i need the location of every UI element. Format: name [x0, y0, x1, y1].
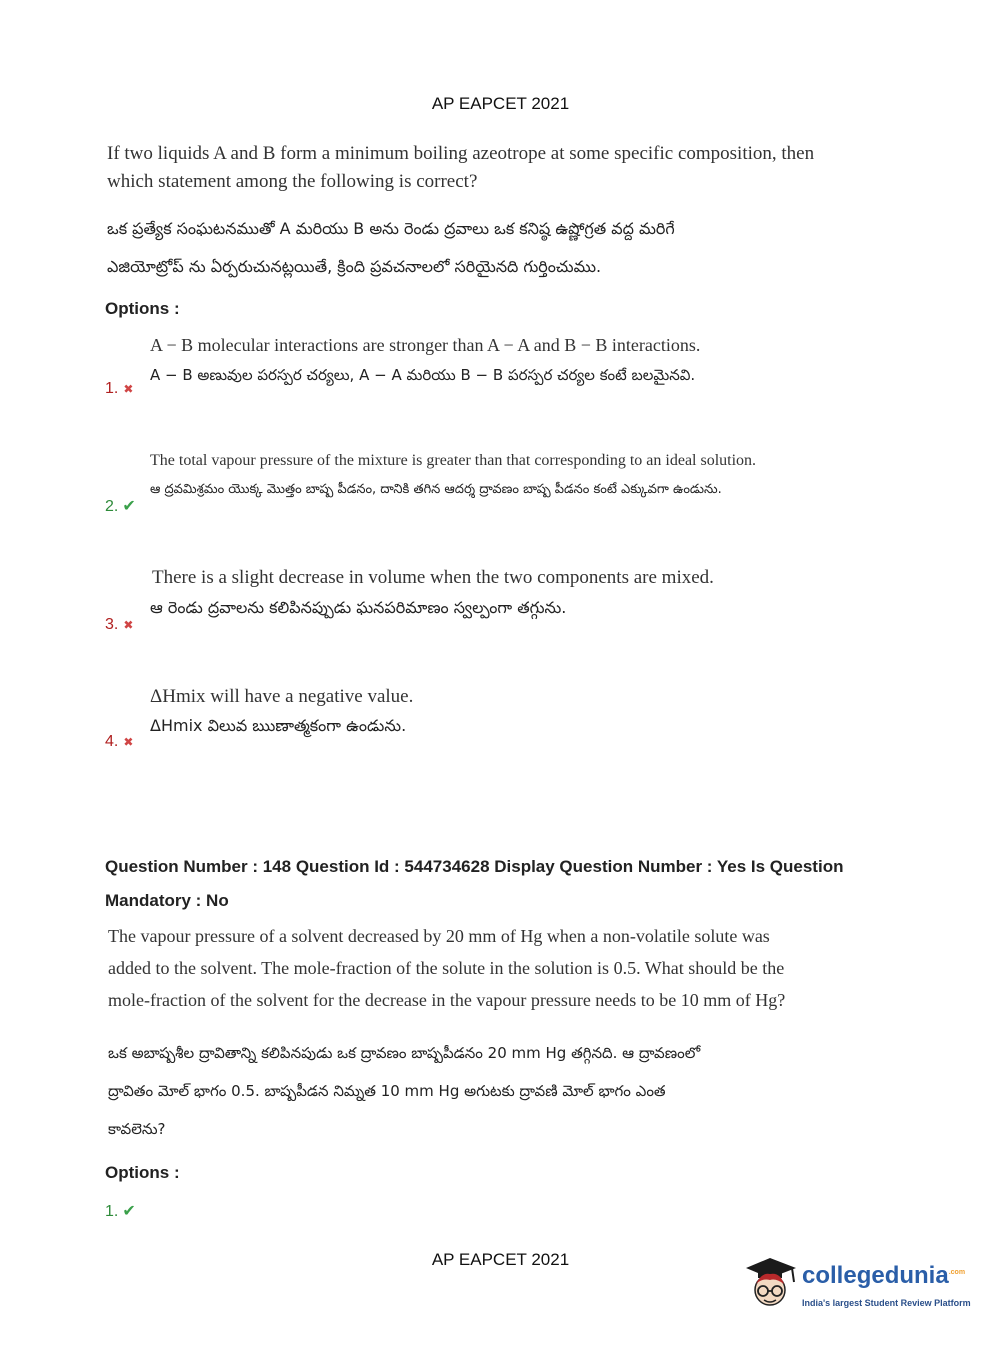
- question-meta-line: Question Number : 148 Question Id : 544734628 Display Question Number : Yes Is Question: [105, 857, 844, 876]
- option-number: 1.: [105, 1203, 119, 1220]
- options-label: Options :: [105, 1163, 180, 1182]
- option-2-marker: [105, 496, 136, 516]
- option-4-text-en: ΔHmix will have a negative value.: [150, 686, 414, 707]
- question-line: ఒక ప్రత్యేక సంఘటనముతో A మరియు B అను రెండు ద్రవాలు ఒక కనిష్ఠ ఉష్ణోగ్రత వద్ద మరిగే: [107, 219, 675, 238]
- option-3-text-te: ఆ రెండు ద్రవాలను కలిపినప్పుడు ఘనపరిమాణం స్వల్పంగా తగ్గును.: [150, 598, 567, 617]
- option-number: 1.: [105, 380, 119, 397]
- option-number: 2.: [105, 498, 119, 515]
- option-3-text-en: There is a slight decrease in volume when the two components are mixed.: [152, 567, 714, 588]
- collegedunia-logo: [742, 1250, 972, 1312]
- page-footer: AP EAPCET 2021: [431, 1250, 570, 1269]
- options-label: Options :: [105, 299, 180, 318]
- question-text-te: [108, 1034, 908, 1148]
- mascot-icon: [742, 1250, 800, 1312]
- question-line: If two liquids A and B form a minimum boiling azeotrope at some specific composition, then: [107, 143, 815, 164]
- question-line: The vapour pressure of a solvent decreased by 20 mm of Hg when a non-volatile solute was: [108, 926, 770, 946]
- question-text-te: [107, 214, 907, 282]
- cross-icon: ✖: [123, 382, 134, 396]
- question-text-en: [107, 140, 887, 196]
- check-icon: ✔: [122, 1203, 136, 1220]
- question-meta-line: Mandatory : No: [105, 891, 229, 910]
- logo-wordmark: [802, 1262, 965, 1290]
- logo-name: collegedunia: [802, 1262, 949, 1289]
- option-3-marker: [105, 616, 133, 634]
- logo-tagline: India's largest Student Review Platform: [802, 1298, 971, 1308]
- option-2-text-te: ఆ ద్రవమిశ్రమం యొక్క మొత్తం బాష్ప పీడనం, దానికి తగిన ఆదర్శ ద్రావణం బాష్ప పీడనం కంటే ఎక్కువగా ఉండును.: [150, 482, 722, 497]
- option-4-text-te: ΔHmix విలువ ఋణాత్మకంగా ఉండును.: [150, 716, 407, 735]
- option-1-text-te: A − B అణువుల పరస్పర చర్యలు, A − A మరియు B − B పరస్పర చర్యల కంటే బలమైనవి.: [150, 366, 696, 384]
- logo-com: .com: [948, 1269, 966, 1276]
- question-line: mole-fraction of the solvent for the decrease in the vapour pressure needs to be 10 mm of Hg?: [108, 990, 786, 1010]
- question-line: ఎజియోట్రోప్ ను ఏర్పరుచునట్లయితే, క్రింది ప్రవచనాలలో సరియైనది గుర్తించుము.: [107, 257, 602, 276]
- option-2-text-en: The total vapour pressure of the mixture is greater than that corresponding to an ideal solution.: [150, 452, 757, 469]
- question-line: added to the solvent. The mole-fraction of the solute in the solution is 0.5. What should be the: [108, 958, 785, 978]
- cross-icon: ✖: [123, 735, 134, 749]
- page-header: AP EAPCET 2021: [431, 94, 570, 113]
- question-line: which statement among the following is correct?: [107, 171, 478, 192]
- option-1-marker: [105, 380, 133, 398]
- question-meta: [105, 850, 905, 918]
- option-1-marker: [105, 1201, 136, 1221]
- question-line: ఒక అబాష్పశీల ద్రావితాన్ని కలిపినపుడు ఒక ద్రావణం బాష్పపీడనం 20 mm Hg తగ్గినది. ఆ ద్రావణంలో: [108, 1044, 701, 1062]
- question-line: కావలెను?: [108, 1120, 166, 1138]
- option-number: 3.: [105, 616, 119, 633]
- question-line: ద్రావితం మోల్ భాగం 0.5. బాష్పపీడన నిమ్నత 10 mm Hg అగుటకు ద్రావణి మోల్ భాగం ఎంత: [108, 1082, 666, 1100]
- check-icon: ✔: [122, 498, 136, 515]
- option-4-marker: [105, 733, 133, 751]
- option-number: 4.: [105, 733, 119, 750]
- question-text-en: [108, 920, 898, 1016]
- cross-icon: ✖: [123, 618, 134, 632]
- option-1-text-en: A − B molecular interactions are stronger than A − A and B − B interactions.: [150, 335, 701, 355]
